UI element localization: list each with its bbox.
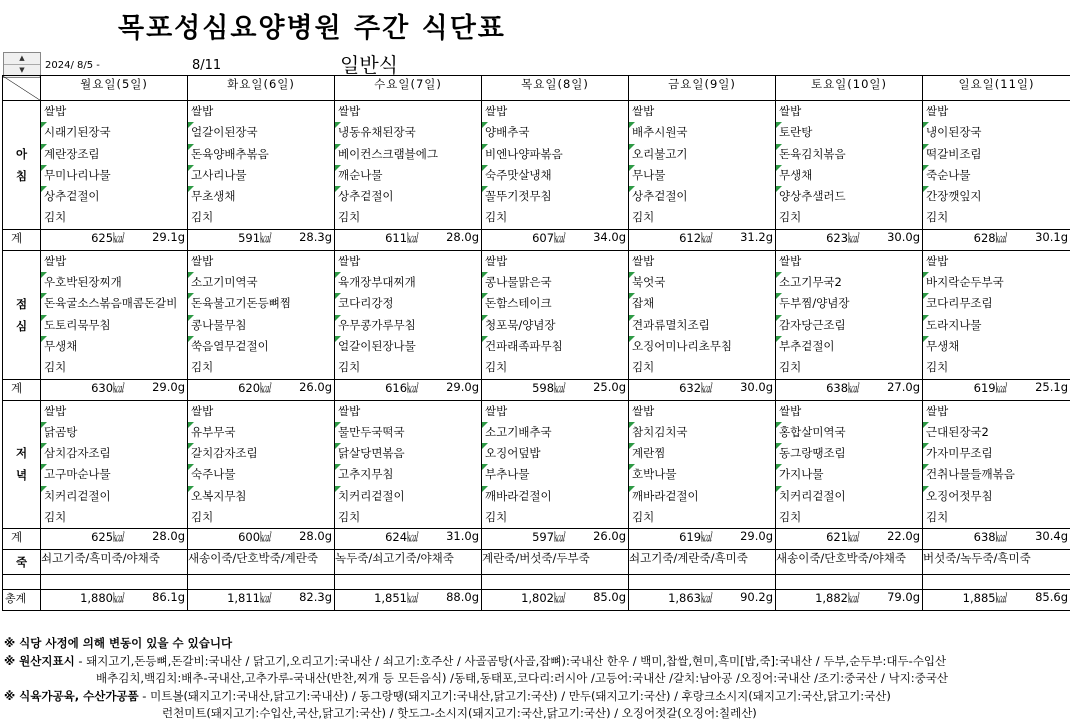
kcal-value: 638㎉	[826, 380, 860, 395]
kcal-value: 1,802㎉	[521, 591, 566, 606]
subtotal-cell	[188, 529, 335, 550]
menu-item: 상추겉절이	[41, 186, 187, 207]
notes-line-1: ※ 식당 사정에 의해 변동이 있을 수 있습니다	[4, 636, 233, 650]
protein-value: 34.0g	[593, 229, 626, 244]
protein-value: 79.0g	[887, 590, 920, 605]
menu-item: 쌀밥	[338, 253, 361, 268]
menu-item: 김치	[44, 210, 67, 225]
menu-item: 삼치감자조림	[41, 443, 187, 464]
dinner-cell	[188, 400, 335, 529]
menu-item: 무초생채	[188, 186, 334, 207]
menu-item: 건파래족파무침	[482, 336, 628, 357]
day-header: 수요일(7일)	[335, 76, 482, 101]
subtotal-cell	[335, 229, 482, 250]
kcal-value: 619㎉	[679, 530, 713, 545]
menu-item: 바지락순두부국	[923, 272, 1070, 293]
menu-item: 닭곰탕	[41, 422, 187, 443]
notes-line-3: 배추김치,백김치:배추-국내산,고추가루-국내산(반찬,찌개 등 모든음식) /동태,동태포,코다리:러시아 /고등어:국내산 /갈치:남아공 /오징어:국내산 /조기:중국산 / 낙지:중국산	[96, 671, 949, 685]
total-cell	[776, 590, 923, 611]
menu-item: 갈치감자조림	[188, 443, 334, 464]
spinner-up-icon[interactable]: ▲	[4, 53, 40, 65]
menu-item: 콩나물맑은국	[482, 272, 628, 293]
menu-item: 물만두국떡국	[335, 422, 481, 443]
menu-item: 떡갈비조림	[923, 144, 1070, 165]
breakfast-cell	[482, 101, 629, 230]
menu-item: 감자당근조림	[776, 315, 922, 336]
kcal-value: 597㎉	[532, 530, 566, 545]
menu-item: 얼갈이된장국	[188, 122, 334, 143]
menu-item: 소고기배추국	[482, 422, 628, 443]
menu-item: 홍합살미역국	[776, 422, 922, 443]
total-cell	[41, 590, 188, 611]
menu-item: 숙주맛살냉채	[482, 165, 628, 186]
lunch-cell	[923, 250, 1070, 379]
menu-item: 청포묵/양념장	[482, 315, 628, 336]
juk-cell: 새송이죽/단호박죽/야채죽	[776, 550, 923, 575]
subtotal-cell	[482, 229, 629, 250]
menu-item: 호박나물	[629, 464, 775, 485]
menu-item: 견과류멸치조림	[629, 315, 775, 336]
kcal-value: 611㎉	[385, 230, 419, 245]
menu-item: 김치	[779, 510, 802, 525]
dinner-cell	[335, 400, 482, 529]
menu-item: 무나물	[629, 165, 775, 186]
breakfast-label: 아 침	[3, 101, 41, 230]
protein-value: 90.2g	[740, 590, 773, 605]
menu-item: 죽순나물	[923, 165, 1070, 186]
menu-item: 무생채	[923, 336, 1070, 357]
breakfast-cell	[629, 101, 776, 230]
menu-item: 시래기된장국	[41, 122, 187, 143]
menu-item: 돈함스테이크	[482, 293, 628, 314]
subtotal-cell	[335, 529, 482, 550]
protein-value: 86.1g	[152, 590, 185, 605]
protein-value: 22.0g	[887, 529, 920, 544]
menu-item: 양상추샐러드	[776, 186, 922, 207]
menu-item: 건취나물들깨볶음	[923, 464, 1070, 485]
juk-cell: 쇠고기죽/흑미죽/야채죽	[41, 550, 188, 575]
menu-item: 김치	[191, 510, 214, 525]
kcal-value: 621㎉	[826, 530, 860, 545]
subtotal-cell	[188, 229, 335, 250]
kcal-value: 619㎉	[973, 380, 1008, 395]
menu-item: 도라지나물	[923, 315, 1070, 336]
dinner-cell	[41, 400, 188, 529]
menu-item: 쑥음열무겉절이	[188, 336, 334, 357]
protein-value: 85.0g	[593, 590, 626, 605]
protein-value: 29.0g	[446, 379, 479, 394]
breakfast-cell	[335, 101, 482, 230]
menu-item: 치커리겉절이	[335, 486, 481, 507]
menu-item: 얼갈이된장나물	[335, 336, 481, 357]
day-header: 목요일(8일)	[482, 76, 629, 101]
day-header: 월요일(5일)	[41, 76, 188, 101]
kcal-value: 612㎉	[679, 230, 713, 245]
menu-item: 김치	[485, 210, 508, 225]
menu-item: 부추나물	[482, 464, 628, 485]
menu-item: 콩나물무침	[188, 315, 334, 336]
lunch-row	[3, 250, 1070, 379]
subtotal-label: 계	[3, 229, 41, 250]
subtotal-cell	[41, 229, 188, 250]
menu-item: 고구마순나물	[41, 464, 187, 485]
menu-item: 오징어덮밥	[482, 443, 628, 464]
dinner-row	[3, 400, 1070, 529]
subtotal-cell	[776, 529, 923, 550]
menu-item: 돈육굴소스볶음매콤돈갈비	[41, 293, 187, 314]
menu-item: 깨순나물	[335, 165, 481, 186]
kcal-value: 625㎉	[91, 230, 125, 245]
menu-item: 돈육김치볶음	[776, 144, 922, 165]
protein-value: 28.0g	[446, 229, 479, 244]
protein-value: 30.4g	[1035, 529, 1068, 544]
breakfast-row	[3, 101, 1070, 230]
menu-item: 잡채	[629, 293, 775, 314]
menu-item: 가지나물	[776, 464, 922, 485]
total-label: 총계	[3, 590, 41, 611]
menu-item: 오징어젓무침	[923, 486, 1070, 507]
lunch-cell	[188, 250, 335, 379]
lunch-cell	[41, 250, 188, 379]
menu-item: 김치	[338, 360, 361, 375]
kcal-value: 623㎉	[826, 230, 860, 245]
menu-item: 김치	[191, 360, 214, 375]
menu-item: 참치김치국	[629, 422, 775, 443]
dinner-cell	[482, 400, 629, 529]
juk-cell: 새송이죽/단호박죽/계란죽	[188, 550, 335, 575]
menu-item: 쌀밥	[779, 403, 802, 418]
menu-item: 고추지무침	[335, 464, 481, 485]
menu-item: 쌀밥	[926, 403, 949, 418]
spacer-row	[3, 575, 1070, 590]
kcal-value: 607㎉	[532, 230, 566, 245]
kcal-value: 598㎉	[532, 380, 566, 395]
protein-value: 85.6g	[1035, 590, 1068, 605]
menu-item: 쌀밥	[632, 253, 655, 268]
breakfast-cell	[923, 101, 1070, 230]
kcal-value: 630㎉	[91, 380, 125, 395]
total-cell	[188, 590, 335, 611]
total-row	[3, 590, 1070, 611]
day-header: 화요일(6일)	[188, 76, 335, 101]
subtotal-cell	[41, 379, 188, 400]
protein-value: 31.2g	[740, 229, 773, 244]
menu-item: 북엇국	[629, 272, 775, 293]
menu-item: 비엔나양파볶음	[482, 144, 628, 165]
protein-value: 27.0g	[887, 379, 920, 394]
subtotal-cell	[629, 229, 776, 250]
menu-item: 돈육양배추볶음	[188, 144, 334, 165]
corner-cell	[3, 76, 41, 101]
subtotal-cell	[776, 379, 923, 400]
spinner-down-icon[interactable]: ▼	[19, 66, 25, 74]
juk-cell: 쇠고기죽/계란죽/흑미죽	[629, 550, 776, 575]
menu-item: 김치	[779, 360, 802, 375]
kcal-value: 632㎉	[679, 380, 713, 395]
breakfast-cell	[776, 101, 923, 230]
protein-value: 82.3g	[299, 590, 332, 605]
kcal-value: 600㎉	[238, 530, 272, 545]
protein-value: 88.0g	[446, 590, 479, 605]
menu-item: 쌀밥	[632, 403, 655, 418]
menu-item: 상추겉절이	[629, 186, 775, 207]
kcal-value: 1,863㎉	[668, 591, 713, 606]
menu-item: 간장깻잎지	[923, 186, 1070, 207]
kcal-value: 1,880㎉	[80, 591, 125, 606]
menu-item: 고사리나물	[188, 165, 334, 186]
menu-item: 우호박된장찌개	[41, 272, 187, 293]
menu-item: 돈육불고기돈등뼈찜	[188, 293, 334, 314]
menu-item: 쌀밥	[632, 104, 655, 118]
subtotal-label: 계	[3, 379, 41, 400]
menu-item: 쌀밥	[485, 104, 508, 118]
dinner-subtotal-row	[3, 529, 1070, 550]
day-header-row	[3, 76, 1070, 101]
breakfast-cell	[41, 101, 188, 230]
kcal-value: 1,851㎉	[374, 591, 419, 606]
menu-item: 토란탕	[776, 122, 922, 143]
menu-item: 소고기미역국	[188, 272, 334, 293]
menu-item: 배추시원국	[629, 122, 775, 143]
kcal-value: 1,882㎉	[815, 591, 860, 606]
total-cell	[482, 590, 629, 611]
subtotal-cell	[776, 229, 923, 250]
kcal-value: 638㎉	[973, 530, 1008, 545]
menu-item: 두부찜/양념장	[776, 293, 922, 314]
protein-value: 31.0g	[446, 529, 479, 544]
menu-item: 닭살당면볶음	[335, 443, 481, 464]
menu-item: 김치	[338, 510, 361, 525]
dinner-label: 저 녁	[3, 400, 41, 529]
menu-item: 쌀밥	[485, 253, 508, 268]
menu-item: 유부무국	[188, 422, 334, 443]
subtotal-cell	[482, 529, 629, 550]
breakfast-cell	[188, 101, 335, 230]
menu-item: 김치	[338, 210, 361, 225]
protein-value: 28.3g	[299, 229, 332, 244]
lunch-cell	[335, 250, 482, 379]
subtotal-cell	[188, 379, 335, 400]
menu-item: 동그랑땡조림	[776, 443, 922, 464]
protein-value: 29.1g	[152, 229, 185, 244]
menu-item: 김치	[779, 210, 802, 225]
menu-item: 쌀밥	[44, 253, 67, 268]
menu-item: 쌀밥	[191, 104, 214, 118]
breakfast-subtotal-row	[3, 229, 1070, 250]
protein-value: 30.0g	[740, 379, 773, 394]
menu-item: 베이컨스크램블에그	[335, 144, 481, 165]
protein-value: 25.0g	[593, 379, 626, 394]
kcal-value: 624㎉	[385, 530, 419, 545]
menu-item: 쌀밥	[338, 403, 361, 418]
lunch-label: 점 심	[3, 250, 41, 379]
kcal-value: 591㎉	[238, 230, 272, 245]
menu-item: 근대된장국2	[923, 422, 1070, 443]
kcal-value: 625㎉	[91, 530, 125, 545]
menu-item: 쌀밥	[485, 403, 508, 418]
menu-item: 깨바라겉절이	[629, 486, 775, 507]
protein-value: 30.1g	[1035, 229, 1068, 244]
dinner-cell	[923, 400, 1070, 529]
weekly-menu-table	[2, 75, 1070, 611]
day-header: 토요일(10일)	[776, 76, 923, 101]
protein-value: 28.0g	[152, 529, 185, 544]
subtotal-cell	[482, 379, 629, 400]
menu-item: 김치	[485, 510, 508, 525]
kcal-value: 1,885㎉	[962, 591, 1008, 606]
menu-item: 김치	[926, 510, 949, 525]
menu-item: 김치	[926, 210, 949, 225]
total-cell	[335, 590, 482, 611]
menu-item: 무미나리나물	[41, 165, 187, 186]
protein-value: 26.0g	[299, 379, 332, 394]
menu-item: 무생채	[41, 336, 187, 357]
menu-item: 쌀밥	[779, 104, 802, 118]
lunch-cell	[629, 250, 776, 379]
menu-item: 김치	[632, 510, 655, 525]
menu-item: 상추겉절이	[335, 186, 481, 207]
menu-item: 부추겉절이	[776, 336, 922, 357]
juk-cell: 버섯죽/녹두죽/흑미죽	[923, 550, 1070, 575]
notes-line-2: ※ 원산지표시 - 돼지고기,돈등뼈,돈갈비:국내산 / 닭고기,오리고기:국내산 / 쇠고기:호주산 / 사골곰탕(사골,잡뼈):국내산 한우 / 백미,찹쌀,현미,흑미[밥,죽]:국내산 / 두부,순두부:대두-수입산	[4, 653, 947, 668]
menu-item: 쌀밥	[926, 253, 949, 268]
menu-item: 양배추국	[482, 122, 628, 143]
menu-item: 치커리겉절이	[41, 486, 187, 507]
menu-item: 무생채	[776, 165, 922, 186]
juk-cell: 계란죽/버섯죽/두부죽	[482, 550, 629, 575]
menu-item: 쌀밥	[191, 403, 214, 418]
lunch-cell	[776, 250, 923, 379]
protein-value: 26.0g	[593, 529, 626, 544]
menu-item: 쌀밥	[44, 104, 67, 118]
total-cell	[629, 590, 776, 611]
subtotal-cell	[923, 229, 1070, 250]
juk-label: 죽	[3, 550, 41, 575]
juk-row	[3, 550, 1070, 575]
menu-item: 소고기무국2	[776, 272, 922, 293]
total-cell	[923, 590, 1070, 611]
kcal-value: 628㎉	[973, 230, 1008, 245]
menu-item: 계란찜	[629, 443, 775, 464]
menu-item: 쌀밥	[338, 104, 361, 118]
lunch-subtotal-row	[3, 379, 1070, 400]
menu-item: 코다리강정	[335, 293, 481, 314]
protein-value: 28.0g	[299, 529, 332, 544]
menu-item: 꼴뚜기젓무침	[482, 186, 628, 207]
date-from: 2024/ 8/5 -	[45, 60, 100, 71]
protein-value: 29.0g	[740, 529, 773, 544]
menu-item: 치커리겉절이	[776, 486, 922, 507]
day-header: 금요일(9일)	[629, 76, 776, 101]
protein-value: 30.0g	[887, 229, 920, 244]
menu-item: 쌀밥	[926, 104, 949, 118]
notes-line-4: ※ 식육가공육, 수산가공품 - 미트볼(돼지고기:국내산,닭고기:국내산) / 동그랑땡(돼지고기:국내산,닭고기:국산) / 만두(돼지고기:국산) / 후랑크소시지(돼지고기:국산,닭고기:국산)	[4, 688, 891, 703]
date-to: 8/11	[192, 58, 222, 73]
menu-item: 코다리무조림	[923, 293, 1070, 314]
menu-item: 쌀밥	[44, 403, 67, 418]
menu-item: 쌀밥	[779, 253, 802, 268]
menu-item: 오리불고기	[629, 144, 775, 165]
menu-item: 냉동유채된장국	[335, 122, 481, 143]
protein-value: 25.1g	[1035, 379, 1068, 394]
page-title: 목포성심요양병원 주간 식단표	[118, 13, 506, 44]
protein-value: 29.0g	[152, 379, 185, 394]
kcal-value: 1,811㎉	[227, 591, 272, 606]
menu-item: 김치	[632, 210, 655, 225]
menu-item: 김치	[926, 360, 949, 375]
menu-item: 육개장부대찌개	[335, 272, 481, 293]
subtotal-label: 계	[3, 529, 41, 550]
notes-line-5: 런천미트(돼지고기:수입산,국산,닭고기:국산) / 핫도그-소시지(돼지고기:국산,닭고기:국산) / 오징어젓갈(오징어:칠레산)	[162, 706, 757, 720]
menu-item: 쌀밥	[191, 253, 214, 268]
meal-type-label: 일반식	[340, 53, 398, 77]
notes	[4, 635, 948, 723]
menu-item: 김치	[191, 210, 214, 225]
menu-item: 깨바라겉절이	[482, 486, 628, 507]
subtotal-cell	[629, 379, 776, 400]
juk-cell: 녹두죽/쇠고기죽/야채죽	[335, 550, 482, 575]
menu-item: 계란장조림	[41, 144, 187, 165]
dinner-cell	[776, 400, 923, 529]
menu-item: 오징어미나리초무침	[629, 336, 775, 357]
menu-item: 냉이된장국	[923, 122, 1070, 143]
menu-item: 김치	[44, 360, 67, 375]
menu-item: 도토리묵무침	[41, 315, 187, 336]
menu-item: 김치	[632, 360, 655, 375]
menu-item: 오복지무침	[188, 486, 334, 507]
menu-item: 가자미무조림	[923, 443, 1070, 464]
menu-item: 김치	[485, 360, 508, 375]
kcal-value: 620㎉	[238, 380, 272, 395]
menu-item: 우무콩가루무침	[335, 315, 481, 336]
subtotal-cell	[335, 379, 482, 400]
subtotal-cell	[41, 529, 188, 550]
lunch-cell	[482, 250, 629, 379]
kcal-value: 616㎉	[385, 380, 419, 395]
menu-item: 김치	[44, 510, 67, 525]
dinner-cell	[629, 400, 776, 529]
day-header: 일요일(11일)	[923, 76, 1070, 101]
subtotal-cell	[923, 529, 1070, 550]
subtotal-cell	[923, 379, 1070, 400]
subtotal-cell	[629, 529, 776, 550]
menu-item: 숙주나물	[188, 464, 334, 485]
